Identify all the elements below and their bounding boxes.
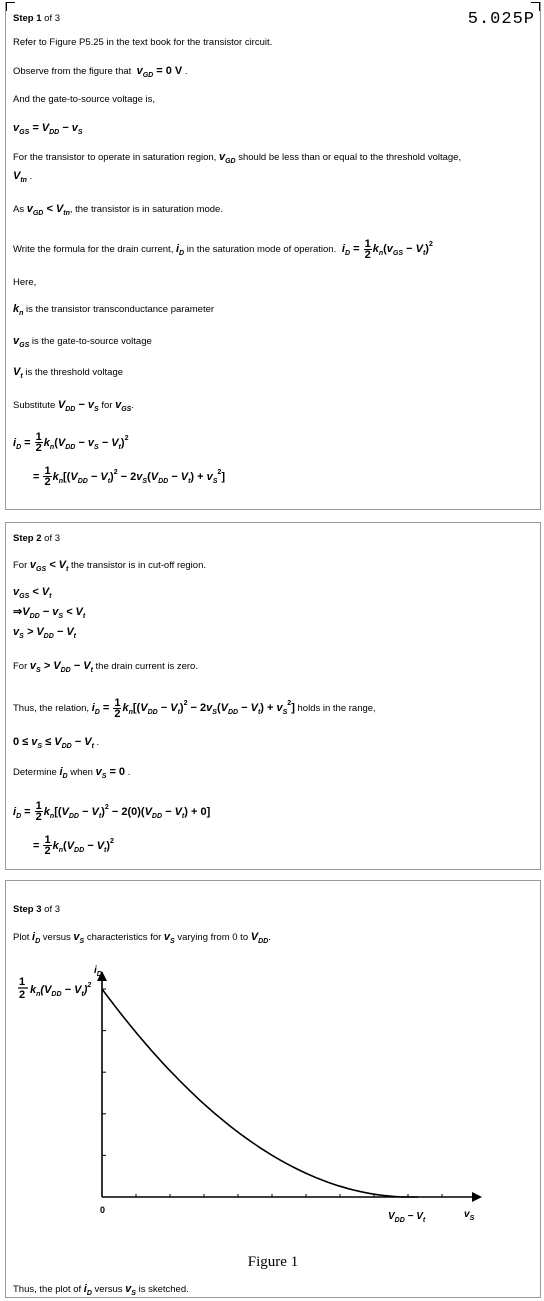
saturation-line-1: For the transistor to operate in saturation region, $v_{GD}$ should be less than or equal to the threshold voltage, [13, 151, 462, 165]
svg-text:2: 2 [19, 989, 26, 1001]
data-series-line [102, 989, 418, 1197]
range-eq: $0 \le v_S \le V_{DD} - V_t$ . [13, 736, 100, 750]
eq-id-1: $i_D$ = $\frac{1}{2}$ $k_n(V_{DD} - v_S - V_t)^2$ [13, 431, 129, 455]
step-3-panel [5, 880, 541, 1298]
step-3-title: Step 3 of 3 [13, 904, 61, 915]
figure-1-chart [10, 965, 530, 1245]
y-max-label [18, 976, 91, 1001]
substitute-line: Substitute $V_{DD} - v_S$ for $v_{GS}$. [13, 399, 134, 413]
cutoff-line: For $v_{GS} < V_t$ the transistor is in cut-off region. [13, 559, 206, 573]
ineq-1: $v_{GS} < V_t$ [13, 586, 52, 600]
eq-id-3: $i_D$ = $\frac{1}{2}$ $k_n[(V_{DD} - V_t)^2 - 2(0)(V_{DD} - V_t) + 0]$ [13, 800, 211, 824]
eq-id-4: = $\frac{1}{2}$ $k_n(V_{DD} - V_t)^2$ [33, 834, 114, 858]
ineq-3: $v_S > V_{DD} - V_t$ [13, 626, 77, 640]
eq-vgs: $v_{GS} = V_{DD} - v_S$ [13, 122, 83, 136]
origin-label: 0 [100, 1205, 106, 1215]
vgs-def: $v_{GS}$ is the gate-to-source voltage [13, 335, 152, 349]
conclusion-line: Thus, the plot of $i_D$ versus $v_S$ is sketched. [13, 1283, 189, 1297]
x-axis-label: $v_S$ [464, 1209, 475, 1222]
observe-line: Observe from the figure that $v_{GD} = 0$ V . [13, 65, 188, 79]
refer-text: Refer to Figure P5.25 in the text book for the transistor circuit. [13, 37, 273, 48]
eq-id-2: = $\frac{1}{2}$ $k_n[(V_{DD} - V_t)^2 - 2v_S(V_{DD} - V_t) + v_S^2]$ [33, 465, 225, 489]
as-line: As $v_{GD} < V_{tn}$, the transistor is in saturation mode. [13, 203, 223, 217]
zero-current-line: For $v_S > V_{DD} - V_t$ the drain current is zero. [13, 660, 198, 674]
saturation-line-2: $V_{tn}$ . [13, 170, 33, 184]
vt-def: $V_t$ is the threshold voltage [13, 366, 124, 380]
step-1-panel [5, 2, 541, 510]
x-axis-arrow [472, 1192, 482, 1202]
relation-line: Thus, the relation, $i_D$ = $\frac{1}{2}$ $k_n[(V_{DD} - V_t)^2 - 2v_S(V_{DD} - V_t) + v_S^2]$ holds in the range, [13, 696, 376, 720]
figure-caption: Figure 1 [247, 1254, 299, 1270]
gate-text: And the gate-to-source voltage is, [13, 94, 156, 105]
svg-text:1: 1 [19, 976, 26, 988]
step-1-title: Step 1 of 3 [13, 13, 61, 24]
ineq-2: $\Rightarrow V_{DD} - v_S < V_t$ [13, 606, 86, 620]
corner-mark [6, 2, 15, 11]
problem-code: 5.025P [467, 10, 535, 29]
step-2-panel [5, 522, 541, 870]
y-axis-label: $i_D$ [94, 965, 102, 978]
here-text: Here, [13, 277, 37, 288]
step-2-title: Step 2 of 3 [13, 533, 61, 544]
write-line: Write the formula for the drain current, $i_D$ in the saturation mode of operation. $i_D$ = $\frac{1}{2}$ $k_n(v_{GS} - V_t)^2$ [13, 237, 433, 261]
x-vdd-label: $V_{DD} - V_t$ [388, 1211, 426, 1224]
fraction-half: $\frac{1}{2}$ [364, 237, 371, 261]
kn-def: $k_n$ is the transistor transconductance parameter [13, 303, 215, 317]
determine-line: Determine $i_D$ when $v_S = 0$ . [13, 766, 131, 780]
plot-instruction: Plot $i_D$ versus $v_S$ characteristics for $v_S$ varying from 0 to $V_{DD}$. [13, 931, 271, 945]
svg-text:kn(VDD − Vt)2: $k_n(V_{DD} - V_t)^2$ [30, 982, 92, 998]
